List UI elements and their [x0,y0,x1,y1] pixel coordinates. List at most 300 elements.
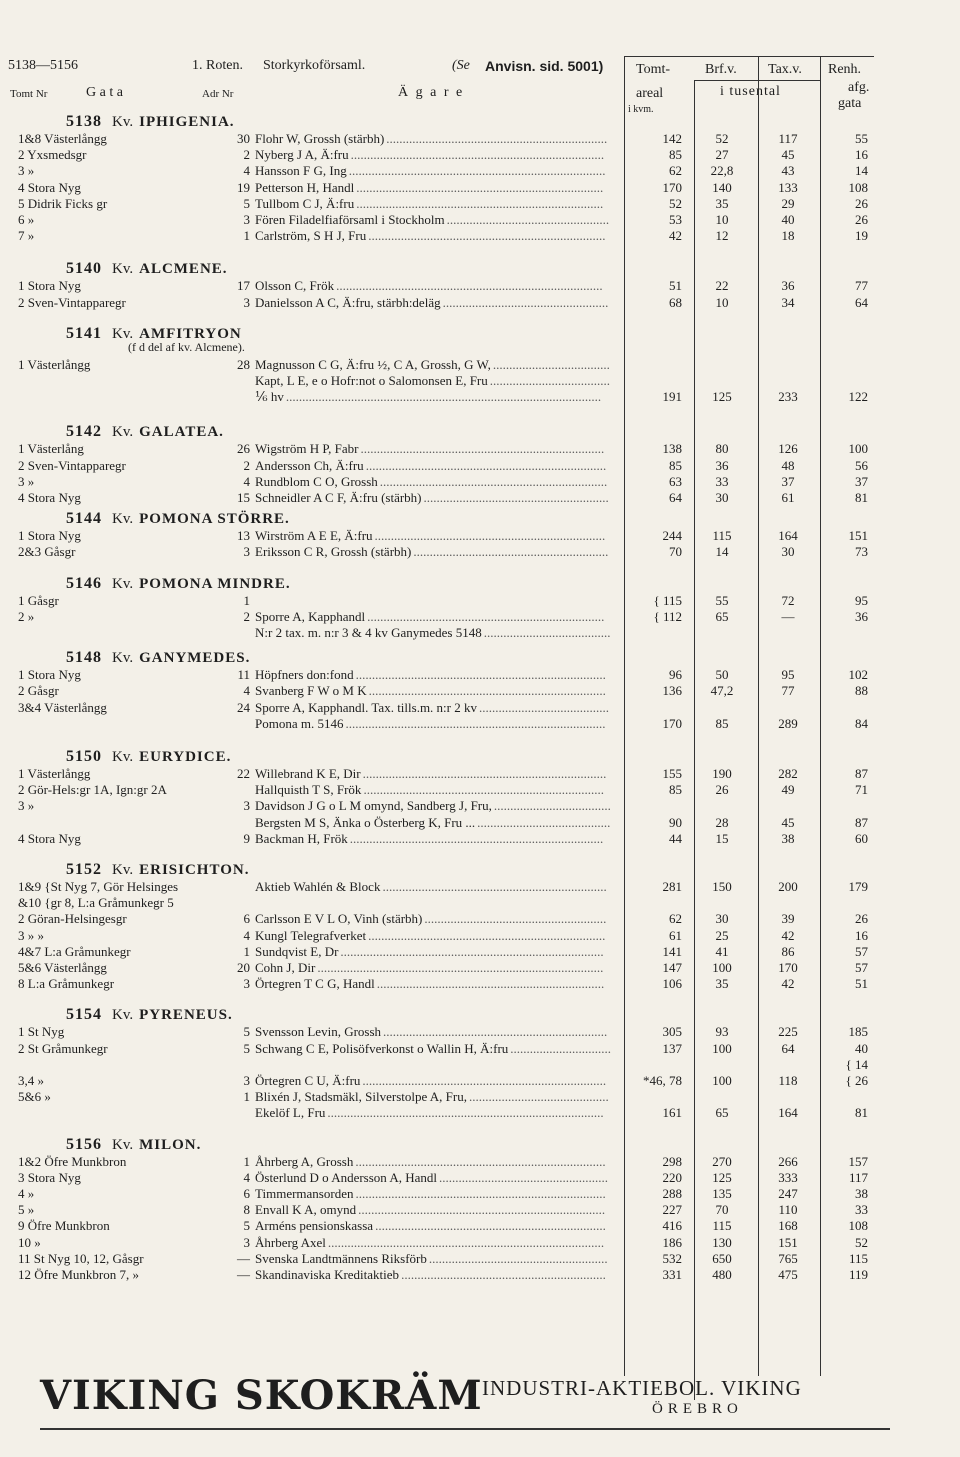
street-cell: 5 Didrik Ficks gr [18,195,108,211]
block-number: 5138 [66,113,102,130]
area-cell: 305 [662,1024,682,1040]
address-number-cell: 5 [243,1218,250,1234]
area-cell: 62 [669,911,682,927]
owner-cell: Blixén J, Stadsmäkl, Silverstolpe A, Fru, [255,1089,467,1105]
address-number-cell: 20 [237,960,250,975]
table-row [0,458,960,474]
renh-cell: 87 [855,814,868,830]
leader-dots: ...................................................................... [376,976,605,992]
col-renh: Renh. [828,62,862,77]
tax-value-cell: 247 [778,1186,798,1201]
table-row [0,911,960,927]
address-number-cell: 4 [243,1169,250,1185]
owner-cell: Österlund D o Andersson A, Handl [255,1169,437,1185]
address-number-cell: 2 [243,608,250,624]
address-number-cell: 3 [243,544,250,560]
address-number-cell: 4 [243,683,250,699]
area-cell: 62 [669,163,682,179]
table-row [0,960,960,976]
area-cell: 42 [669,228,682,244]
block-heading [66,649,250,667]
table-row [0,1041,960,1057]
owner-cell: Carlström, S H J, Fru [255,228,367,244]
renh-cell: 36 [855,608,868,624]
owner-cell: Olsson C, Frök [255,278,335,294]
leader-dots: .................................... [493,798,611,814]
block-kv: Kv. [112,325,134,342]
area-cell: 61 [669,927,682,943]
block-heading [66,260,228,278]
address-number-cell: — [237,1250,250,1266]
brf-value-cell: 22 [715,278,729,294]
leader-dots: ......................................................................... [367,608,605,624]
block-number: 5141 [66,324,102,342]
tax-value-cell: 765 [778,1250,798,1266]
block-kv: Kv. [112,575,134,592]
tax-value-cell: 164 [778,528,798,544]
street-cell: 3 » [18,473,35,489]
block-kv: Kv. [112,261,134,278]
leader-dots: ................................................................................. [340,943,604,959]
leader-dots: ..................................................................................... [327,1234,605,1250]
street-cell: 1&2 Öfre Munkbron [18,1153,127,1169]
table-row [0,1057,960,1073]
brf-value-cell: 10 [715,212,729,227]
brf-value-cell: 28 [715,814,729,830]
table-row [0,716,960,732]
address-number-cell: 3 [243,1234,250,1250]
table-row [0,593,960,609]
brf-value-cell: 33 [715,473,729,489]
brf-value-cell: 115 [712,528,732,544]
renh-cell: 87 [855,766,868,781]
address-number-cell: 1 [243,1089,250,1105]
leader-dots: ....................................................................... [374,528,606,544]
brf-value-cell: 70 [715,1202,729,1218]
street-cell: 1&8 Västerlångg [18,131,107,146]
renh-cell: 26 [855,212,868,227]
leader-dots: ......................................................... [423,490,609,505]
street-cell: 2 St Gråmunkegr [18,1040,108,1056]
footer-rule [40,1428,890,1430]
owner-cell: Hallquisth T S, Frök [255,782,362,798]
leader-dots: ............................................................................... [348,163,606,179]
address-number-cell: 1 [243,943,250,959]
table-row [0,1202,960,1218]
table-row [0,700,960,716]
owner-cell: Fören Filadelfiaförsaml i Stockholm [255,212,445,227]
street-cell: 3 » [18,798,35,814]
owner-cell: Arméns pensionskassa [255,1218,374,1234]
table-row [0,389,960,405]
block-kv: Kv. [112,862,134,878]
renh-cell: 26 [855,195,868,211]
table-row [0,357,960,373]
renh-cell: 51 [855,976,868,992]
owner-cell: Sporre A, Kapphandl [255,608,366,624]
leader-dots: ........................................ [479,699,609,715]
renh-cell: 115 [848,1250,868,1266]
leader-dots: ......................................................................... [368,228,606,244]
renh-cell: 16 [855,927,868,943]
col-tomt: Tomt- [636,62,671,77]
area-cell: 64 [669,490,682,505]
tax-value-cell: 38 [781,830,795,846]
leader-dots: ................................................................................ [345,715,606,731]
block-name: GANYMEDES. [139,650,251,667]
brf-value-cell: 125 [712,1169,732,1185]
owner-cell: Höpfners don:fond [255,667,354,683]
tax-value-cell: 40 [781,212,795,227]
street-cell: 1 Stora Nyg [18,278,81,294]
table-row [0,212,960,228]
area-cell: 137 [662,1040,682,1056]
street-cell: 3 » [18,163,35,179]
renh-cell: 26 [855,911,868,927]
block-heading [66,748,231,766]
renh-cell: { 14 [845,1056,868,1072]
block-name: IPHIGENIA. [139,114,235,130]
address-number-cell: 3 [243,976,250,992]
block-kv: Kv. [112,114,134,130]
tax-value-cell: 29 [781,195,795,211]
tax-value-cell: 118 [778,1073,798,1088]
area-cell: 331 [662,1267,682,1282]
leader-dots: ..................................... [489,373,611,388]
area-cell: 298 [662,1153,682,1169]
tax-value-cell: 42 [781,976,795,992]
tax-value-cell: 164 [778,1105,798,1121]
owner-cell: Davidson J G o L M omynd, Sandberg J, Fru, [255,798,492,814]
brf-value-cell: 65 [715,1105,729,1121]
table-row [0,278,960,294]
owner-cell: Hansson F G, Ing [255,163,347,179]
street-cell: 2 Yxsmedsgr [18,147,87,163]
brf-value-cell: 50 [715,667,729,683]
table-row [0,544,960,560]
address-number-cell: 4 [243,163,250,179]
owner-cell: Nyberg J A, Ä:fru [255,147,349,163]
block-name: EURYDICE. [139,749,232,765]
leader-dots: .................................... [492,356,610,372]
brf-value-cell: 100 [712,1073,732,1088]
renh-cell: 117 [848,1169,868,1185]
address-number-cell: 11 [237,667,250,683]
table-row [0,1218,960,1234]
brf-value-cell: 10 [715,294,729,310]
leader-dots: ............................................................................. [355,667,606,683]
col-gata2: gata [838,96,862,111]
col-brfv: Brf.v. [705,62,737,77]
brf-value-cell: 130 [712,1234,732,1250]
parish-label: Storkyrkoförsaml. [263,58,366,73]
owner-cell: Flohr W, Grossh (stärbh) [255,131,385,146]
tax-value-cell: 45 [781,147,795,163]
area-cell: { 115 [653,592,682,608]
tax-value-cell: 168 [778,1218,798,1234]
block-heading [66,861,249,879]
table-row [0,528,960,544]
brf-value-cell: 100 [712,960,732,975]
owner-cell: Örtegren C U, Ä:fru [255,1073,361,1088]
renh-cell: 185 [848,1024,868,1040]
leader-dots: ....................................... [483,625,611,640]
tax-value-cell: 170 [778,960,798,975]
owner-cell: Ekelöf L, Fru [255,1105,326,1121]
brf-value-cell: 650 [712,1250,732,1266]
block-kv: Kv. [112,650,134,667]
block-number: 5146 [66,574,102,592]
table-row [0,131,960,147]
col-taxv: Tax.v. [768,62,802,77]
address-number-cell: — [237,1267,250,1282]
brf-value-cell: 65 [715,608,729,624]
street-cell: 1&9 {St Nyg 7, Gör Helsinges [18,879,179,894]
street-cell: 3 » » [18,927,44,943]
leader-dots: .......................................................................... [365,457,607,473]
tax-value-cell: 117 [778,131,798,146]
street-cell: 12 Öfre Munkbron 7, » [18,1267,139,1282]
brf-value-cell: 35 [715,976,729,992]
owner-cell: Schwang C E, Polisöfverkonst o Wallin H, Ä:fru [255,1040,509,1056]
leader-dots: ........................................................................................ [317,960,604,975]
renh-cell: 64 [855,294,868,310]
area-cell: 85 [669,782,682,798]
table-row [0,1073,960,1089]
street-cell: 5&6 » [18,1089,51,1105]
brf-value-cell: 270 [712,1153,732,1169]
area-cell: 136 [662,683,682,699]
street-cell: 2 Sven-Vintapparegr [18,294,126,310]
brf-value-cell: 115 [712,1218,732,1234]
renh-cell: 56 [855,457,868,473]
leader-dots: .................................................................... [386,131,608,146]
renh-cell: 16 [855,147,868,163]
renh-cell: 71 [855,782,868,798]
col-areal: areal [636,86,664,101]
block-number: 5140 [66,260,102,278]
table-row [0,879,960,895]
block-number: 5156 [66,1135,102,1153]
area-cell: 416 [662,1218,682,1234]
owner-cell: Kapt, L E, e o Hofr:not o Salomonsen E, Fru [255,373,488,388]
street-cell: 2 Gåsgr [18,683,59,699]
table-row [0,944,960,960]
brf-value-cell: 14 [715,544,729,560]
street-cell: 4 Stora Nyg [18,830,81,846]
street-cell: 3,4 » [18,1073,44,1088]
area-cell: 147 [662,960,682,975]
street-cell: &10 {gr 8, L:a Gråmunkegr 5 [18,895,174,911]
owner-cell: Cohn J, Dir [255,960,316,975]
renh-cell: 73 [855,544,868,560]
leader-dots: ............................................................................. [355,1186,606,1201]
block-name: POMONA MINDRE. [139,575,291,592]
brf-value-cell: 36 [715,457,729,473]
leader-dots: ............................................................... [401,1267,606,1282]
owner-cell: Timmermansorden [255,1186,354,1201]
area-cell: { 112 [653,608,682,624]
leader-dots: .............................................................................. [349,830,604,846]
header-rule [694,80,820,81]
table-row [0,815,960,831]
leader-dots: ......................................... [477,814,611,830]
leader-dots: ............................................................................ [356,179,604,195]
roten-label: 1. Roten. [192,58,243,73]
street-cell: 9 Öfre Munkbron [18,1218,110,1234]
renh-cell: 151 [848,528,868,544]
brf-value-cell: 35 [715,195,729,211]
brf-value-cell: 190 [712,766,732,781]
page-range: 5138—5156 [8,58,78,73]
owner-cell: Willebrand K E, Dir [255,766,361,781]
table-row [0,1251,960,1267]
owner-cell: Schneidler A C F, Ä:fru (stärbh) [255,490,422,505]
brf-value-cell: 85 [715,715,729,731]
owner-cell: Magnusson C G, Ä:fru ½, C A, Grossh, G W, [255,356,491,372]
renh-cell: 108 [848,179,868,195]
owner-cell: Rundblom C O, Grossh [255,473,378,489]
leader-dots: .................................................... [439,1169,608,1185]
owner-cell: N:r 2 tax. m. n:r 3 & 4 kv Ganymedes 5148 [255,625,482,640]
table-row [0,831,960,847]
address-number-cell: 5 [243,1024,250,1040]
area-cell: 155 [662,766,682,781]
street-cell: 3 Stora Nyg [18,1169,81,1185]
street-cell: 2 » [18,608,35,624]
brf-value-cell: 480 [712,1267,732,1282]
table-row [0,766,960,782]
area-cell: 52 [669,195,682,211]
tax-value-cell: 86 [781,943,795,959]
brf-value-cell: 30 [715,911,729,927]
area-cell: 170 [662,179,682,195]
area-cell: 186 [662,1234,682,1250]
brf-value-cell: 25 [715,927,729,943]
block-number: 5142 [66,423,102,441]
address-number-cell: 3 [243,1073,250,1088]
street-cell: 1 Stora Nyg [18,667,81,683]
tax-value-cell: 18 [781,228,795,244]
tax-value-cell: 72 [781,592,795,608]
brf-value-cell: 47,2 [710,683,734,699]
table-row [0,1235,960,1251]
area-cell: 53 [669,212,682,227]
renh-cell: 33 [855,1202,868,1218]
brf-value-cell: 135 [712,1186,732,1201]
block-kv: Kv. [112,424,134,441]
address-number-cell: 24 [237,699,250,715]
block-name: AMFITRYON [139,325,242,342]
area-cell: 138 [662,441,682,457]
brf-value-cell: 30 [715,490,729,505]
brf-value-cell: 93 [715,1024,729,1040]
owner-cell: Danielsson A C, Ä:fru, stärbh:deläg [255,294,441,310]
note-open: (Se [452,58,470,73]
street-cell: 1 Stora Nyg [18,528,81,544]
table-row [0,1170,960,1186]
area-cell: 288 [662,1186,682,1201]
area-cell: 191 [662,389,682,405]
leader-dots: ..................................................................................... [327,1105,604,1121]
block-number: 5152 [66,861,102,878]
col-afg: afg. [848,80,870,95]
address-number-cell: 3 [243,798,250,814]
address-number-cell: 5 [243,1040,250,1056]
tax-value-cell: 36 [781,278,795,294]
street-cell: 1 Västerlångg [18,356,91,372]
brf-value-cell: 150 [712,879,732,894]
block-heading [66,1006,233,1024]
tax-value-cell: 225 [778,1024,798,1040]
block-heading [66,575,291,593]
tax-value-cell: 233 [778,389,798,405]
block-heading [66,113,235,131]
block-name: ALCMENE. [139,261,228,278]
leader-dots: .................................................. [446,212,610,227]
renh-cell: 19 [855,228,868,244]
tax-value-cell: 39 [781,911,795,927]
tax-value-cell: 266 [778,1153,798,1169]
area-cell: 141 [662,943,682,959]
tax-value-cell: 282 [778,766,798,781]
street-cell: 4 Stora Nyg [18,179,81,195]
owner-cell: ⅙ hv [255,389,284,405]
street-cell: 2&3 Gåsgr [18,544,76,560]
street-cell: 1 St Nyg [18,1024,65,1040]
address-number-cell: 15 [237,490,250,505]
address-number-cell: 6 [243,911,250,927]
owner-cell: Wigström H P, Fabr [255,441,359,457]
area-cell: 161 [662,1105,682,1121]
street-cell: 1 Västerlångg [18,766,91,781]
renh-cell: 81 [855,1105,868,1121]
col-adr-nr: Adr Nr [202,88,234,100]
address-number-cell: 2 [243,147,250,163]
table-row [0,928,960,944]
address-number-cell: 2 [243,457,250,473]
table-row [0,490,960,506]
brf-value-cell: 125 [712,389,732,405]
address-number-cell: 4 [243,473,250,489]
address-number-cell: 1 [243,592,250,608]
leader-dots: ........................................................ [424,911,607,927]
owner-cell: Örtegren T C G, Handl [255,976,375,992]
col-agare: Ä g a r e [398,85,465,100]
area-cell: 44 [669,830,682,846]
col-gata: G a t a [86,85,123,100]
owner-cell: Envall K A, omynd [255,1202,357,1218]
street-cell: 11 St Nyg 10, 12, Gåsgr [18,1250,144,1266]
leader-dots: ......................................................................... [368,683,606,699]
leader-dots: ...................................................................... [379,473,608,489]
street-cell: 4&7 L:a Gråmunkegr [18,943,131,959]
address-number-cell: 26 [237,441,250,457]
table-row [0,625,960,641]
block-heading [66,1136,201,1154]
renh-cell: 179 [848,879,868,894]
street-cell: 4 Stora Nyg [18,490,81,505]
table-row [0,1154,960,1170]
table-row [0,1089,960,1105]
address-number-cell: 8 [243,1202,250,1218]
area-cell: 532 [662,1250,682,1266]
table-row [0,798,960,814]
tax-value-cell: 110 [778,1202,798,1218]
leader-dots: ............................................................................ [358,1202,606,1218]
tax-value-cell: 48 [781,457,795,473]
block-name: POMONA STÖRRE. [139,511,290,528]
